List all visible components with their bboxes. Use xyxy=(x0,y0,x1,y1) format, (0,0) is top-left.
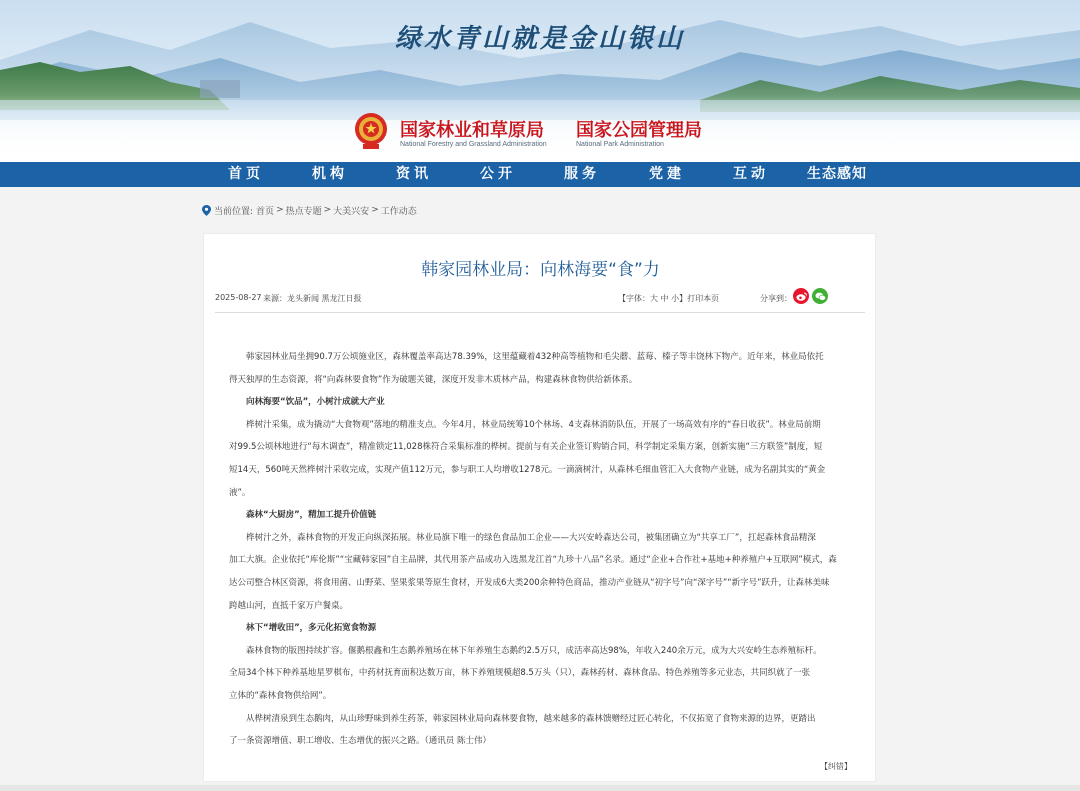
nav-item-eco-sensing[interactable]: 生态感知 xyxy=(807,166,867,182)
breadcrumb-separator: > xyxy=(276,205,284,215)
nav-item-institutions[interactable]: 机构 xyxy=(312,166,348,182)
org-forestry-english: National Forestry and Grassland Administration xyxy=(400,141,547,148)
article-paragraph-continued: 立体的“森林食物供给网”。 xyxy=(229,690,332,701)
title-divider xyxy=(215,312,865,313)
article-paragraph-continued: 加工大旗。企业依托“库伦斯”“宝藏韩家园”自主品牌，其代用茶产品成功入选黑龙江首“九珍十八品”名录。通过“企业+合作社+基地+种养殖户+互联网”模式，森 xyxy=(229,555,837,566)
correction-link[interactable]: 【纠错】 xyxy=(820,762,852,771)
article-paragraph-continued: 对99.5公顷林地进行“每木调查”，精准锁定11,028株符合采集标准的桦树。提前与有关企业签订购销合同，科学制定采集方案，创新实施“三方联签”制度，短 xyxy=(229,442,823,453)
weibo-icon[interactable] xyxy=(793,288,809,304)
org-park-english: National Park Administration xyxy=(576,141,664,148)
article-source: 来源：龙头新闻 黑龙江日报 xyxy=(263,294,362,303)
article-paragraph-continued: 液”。 xyxy=(229,487,251,498)
article-paragraph: 韩家园林业局坐拥90.7万公顷施业区，森林覆盖率高达78.39%，这里蕴藏着432种高等植物和毛尖蘑、蓝莓、榛子等丰饶林下物产。近年来，林业局依托 xyxy=(246,352,824,362)
breadcrumb-link-hot-topics[interactable]: 热点专题 xyxy=(285,206,322,217)
org-park-name: 国家公园管理局 xyxy=(576,120,702,141)
breadcrumb-link-work-news[interactable]: 工作动态 xyxy=(380,206,417,217)
article-paragraph-continued: 达公司整合林区资源，将食用菌、山野菜、坚果浆果等原生食材，开发成6大类200余种特色商品，推动产业链从“初字号”向“深字号”“新字号”跃升，让森林美味 xyxy=(229,577,830,588)
article-paragraph-continued: 全局34个林下种养基地星罗棋布，中药材抚育面积达数万亩，林下养殖规模超8.5万头（只），森林药材、森林食品、特色养殖等多元业态，共同织就了一张 xyxy=(229,668,811,679)
section-heading: 森林“大厨房”，精加工提升价值链 xyxy=(246,510,377,521)
article-card xyxy=(203,233,876,782)
national-emblem-icon xyxy=(354,112,388,150)
article-paragraph: 森林食物的版图持续扩容。偃鹅根鑫和生态鹅养殖场在林下年养殖生态鹅约2.5万只，成活率高达98%，年收入240余万元，成为大兴安岭生态养殖标杆。 xyxy=(246,645,822,656)
slogan-calligraphy: 绿水青山就是金山银山 xyxy=(394,24,685,54)
article-paragraph: 从桦树清泉到生态鹅肉，从山珍野味到养生药茶，韩家园林业局向森林要食物，越来越多的森林馈赠经过匠心转化，不仅拓宽了食物来源的边界，更踏出 xyxy=(246,713,816,724)
ministry-logo-block[interactable] xyxy=(354,112,734,158)
location-pin-icon xyxy=(202,205,211,216)
breadcrumb-link-daxingan[interactable]: 大美兴安 xyxy=(333,206,370,217)
site-banner xyxy=(0,0,1080,162)
share-label: 分享到： xyxy=(760,294,792,303)
nav-item-party[interactable]: 党建 xyxy=(649,166,685,182)
breadcrumb-prefix: 当前位置: xyxy=(214,206,254,217)
share-icons xyxy=(793,288,828,304)
article-date: 2025-08-27 xyxy=(215,293,262,302)
nav-item-news[interactable]: 资讯 xyxy=(396,166,432,182)
wechat-icon[interactable] xyxy=(812,288,828,304)
article-body xyxy=(229,346,855,753)
article-title: 韩家园林业局：向林海要“食”力 xyxy=(421,260,660,280)
breadcrumb-separator: > xyxy=(371,205,379,215)
section-heading: 林下“增收田”，多元化拓宽食物源 xyxy=(246,623,377,634)
article-paragraph-continued: 得天独厚的生态资源，将“向森林要食物”作为破题关键，深度开发非木质林产品，构建森林食物供给新体系。 xyxy=(229,374,638,385)
nav-item-interaction[interactable]: 互动 xyxy=(733,166,769,182)
breadcrumb-link-home[interactable]: 首页 xyxy=(256,206,275,217)
font-size-print-controls[interactable]: 【字体：大 中 小】打印本页 xyxy=(618,294,720,303)
article-paragraph-continued: 短14天，560吨天然桦树汁采收完成，实现产值112万元，参与职工人均增收1278元。一滴滴树汁，从森林毛细血管汇入大食物产业链，成为名副其实的“黄金 xyxy=(229,464,826,475)
footer-strip xyxy=(0,785,1080,791)
nav-item-services[interactable]: 服务 xyxy=(564,166,600,182)
main-nav xyxy=(0,162,1080,187)
nav-item-public[interactable]: 公开 xyxy=(480,166,516,182)
org-forestry-name: 国家林业和草原局 xyxy=(400,120,544,141)
nav-item-home[interactable]: 首页 xyxy=(228,166,264,182)
breadcrumb xyxy=(202,203,417,217)
section-heading: 向林海要“饮品”，小树汁成就大产业 xyxy=(246,397,385,408)
breadcrumb-separator: > xyxy=(323,205,332,215)
article-paragraph-continued: 了一条资源增值、职工增收、生态增优的振兴之路。（通讯员 陈士伟） xyxy=(229,736,491,747)
article-paragraph: 桦树汁采集，成为撬动“大食物观”落地的精准支点。今年4月，林业局统筹10个林场、4支森林消防队伍，开展了一场高效有序的“春日收获”。林业局前期 xyxy=(246,419,821,430)
article-paragraph: 桦树汁之外，森林食物的开发正向纵深拓展。林业局旗下唯一的绿色食品加工企业——大兴安岭森达公司，被集团确立为“共享工厂”，扛起森林食品精深 xyxy=(246,532,816,543)
article-paragraph-continued: 跨越山河，直抵千家万户餐桌。 xyxy=(229,600,349,611)
